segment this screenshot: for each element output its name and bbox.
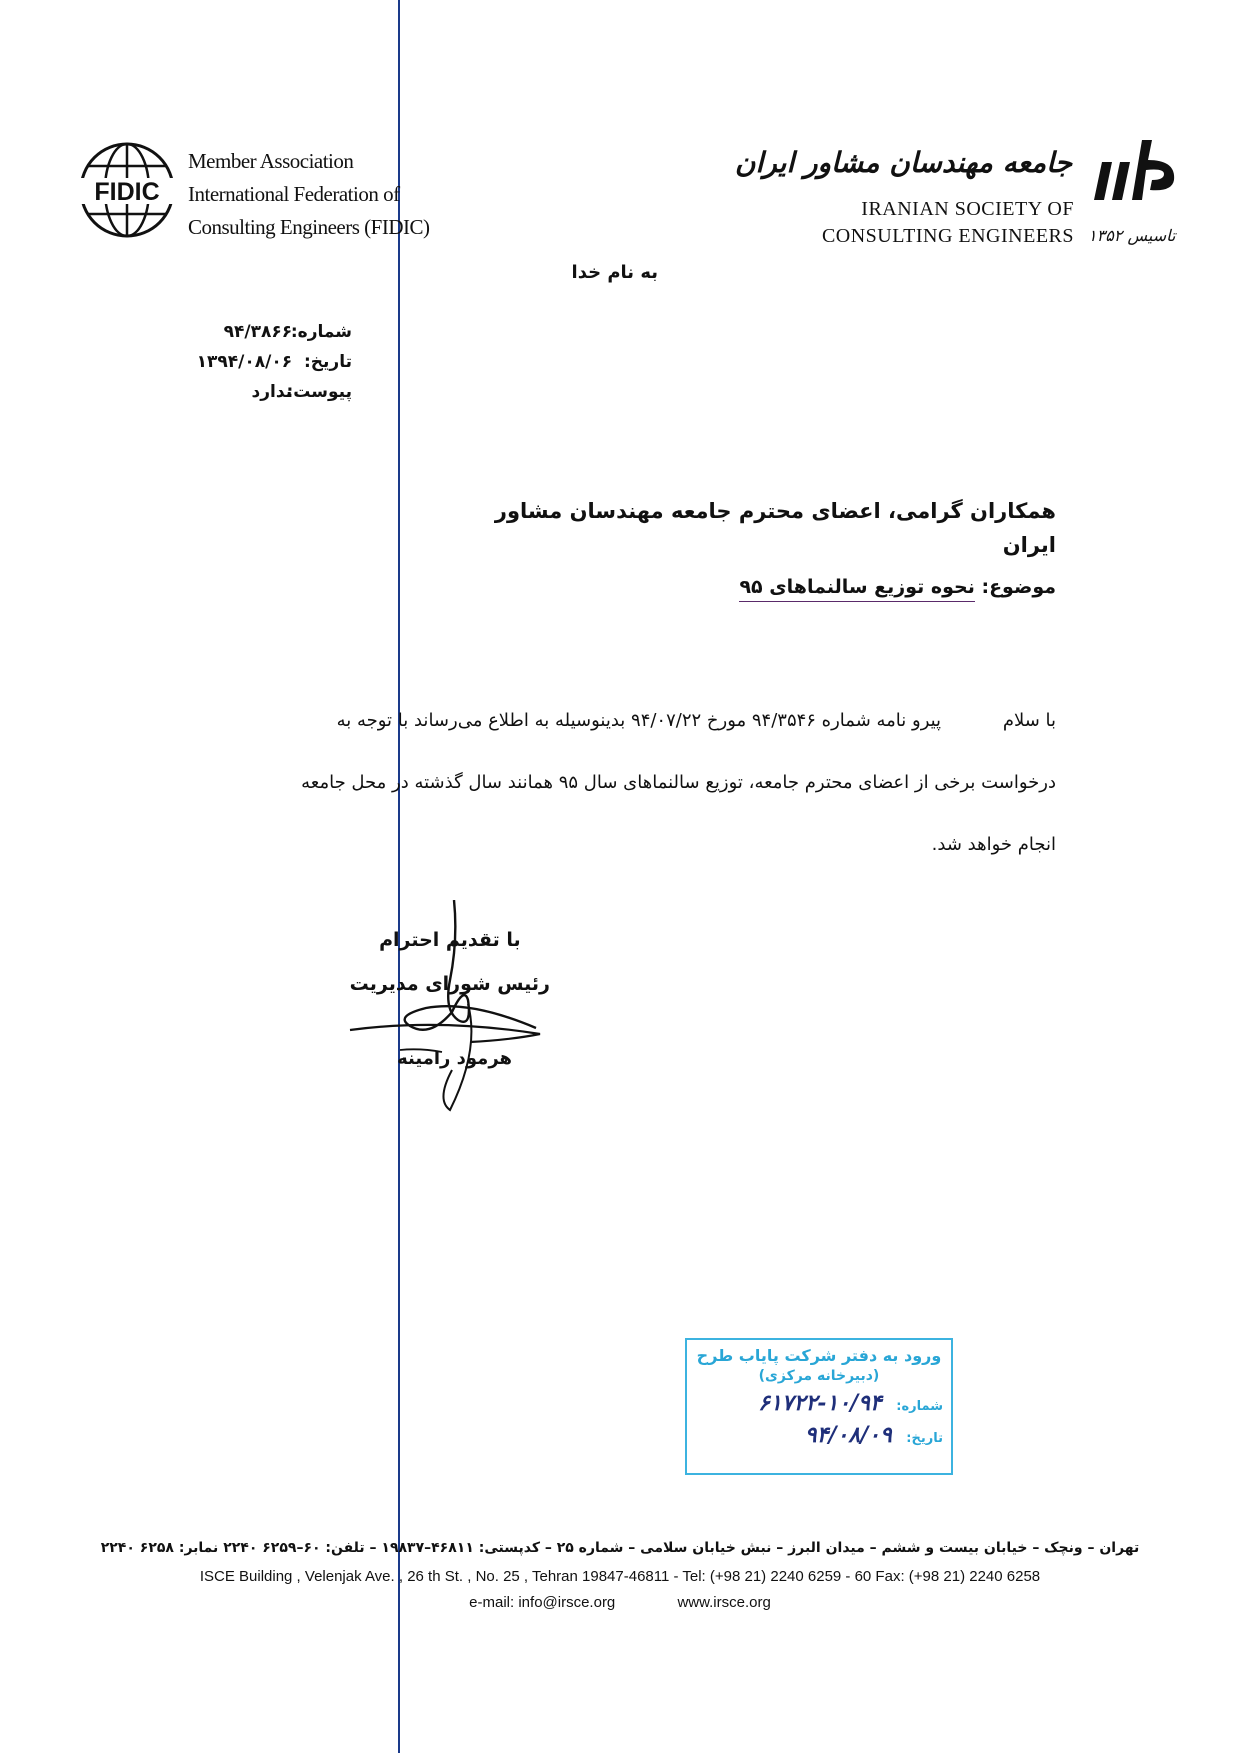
fidic-line-2: International Federation of (188, 182, 400, 206)
footer-address-english: ISCE Building , Velenjak Ave. , 26 th St. , No. 25 , Tehran 19847-46811 - Tel: (+98 21) 2240 6259 - 60 Fax: (+98 21) 2240 6258 (199, 1568, 1041, 1585)
fidic-line-1: Member Association (188, 149, 354, 173)
isce-name-persian: جامعه مهندسان مشاور ایران (734, 146, 1072, 179)
handwritten-signature (340, 900, 580, 1120)
isce-name-line-1: IRANIAN SOCIETY OF (861, 198, 1074, 220)
fidic-line-3: Consulting Engineers (FIDIC) (188, 215, 430, 239)
fidic-membership-text (188, 145, 429, 244)
fidic-globe-logo (75, 140, 180, 240)
body-line-3: انجام خواهد شد. (931, 834, 1056, 855)
letter-number-value: ۹۴/۳۸۶۶ (223, 322, 293, 342)
letter-number-label: شماره: (290, 322, 352, 342)
scan-line (398, 0, 400, 1753)
stamp-date-label: تاریخ: (906, 1431, 943, 1446)
subject-label: موضوع: (981, 576, 1056, 598)
body-salutation: با سلام (1002, 710, 1056, 731)
invocation: به نام خدا (571, 262, 658, 283)
body-line-1: پیرو نامه شماره ۹۴/۳۵۴۶ مورخ ۹۴/۰۷/۲۲ بدینوسیله به اطلاع می‌رساند با توجه به (336, 710, 942, 731)
isce-name-english (822, 196, 1074, 250)
closing-respect: با تقدیم احترام (379, 929, 521, 951)
footer-website: www.irsce.org (677, 1594, 771, 1611)
letter-meta (197, 317, 352, 407)
letter-subject (739, 576, 1056, 598)
footer-address-persian: تهران – ونچک – خیابان بیست و ششم – میدان البرز – نبش خیابان سلامی – شماره ۲۵ – کدپستی: ۴۶۸۱۱–۱۹۸۳۷ – تلفن: ۶۰–۶۲۵۹ ۲۲۴۰ نمابر: ۶۲۵۸ ۲۲۴۰ (100, 1540, 1140, 1556)
footer-email: e-mail: info@irsce.org (469, 1594, 616, 1611)
letter-body (176, 690, 1056, 876)
letter-date-value: ۱۳۹۴/۰۸/۰۶ (196, 352, 293, 372)
stamp-number-value: ۱۰/۹۴-۶۱۷۲۲ (758, 1390, 882, 1416)
stamp-date-value: ۹۴/۰۸/۰۹ (804, 1422, 892, 1448)
received-stamp (685, 1338, 953, 1475)
letter-attachment-label: پیوست: (286, 382, 352, 402)
body-line-2: درخواست برخی از اعضای محترم جامعه، توزیع سالنماهای سال ۹۵ همانند سال گذشته در محل جامعه (301, 772, 1056, 793)
stamp-number-row (695, 1390, 943, 1416)
subject-value: نحوه توزیع سالنماهای ۹۵ (739, 576, 974, 602)
isce-logo (1090, 130, 1180, 210)
stamp-company-line: ورود به دفتر شرکت پایاب طرح (696, 1346, 942, 1365)
body-paragraph-line-1 (176, 690, 1056, 752)
signer-name: هرمود رامینه (397, 1048, 512, 1069)
letter-attachment-row (197, 377, 352, 407)
letter-attachment-value: ندارد (251, 382, 293, 402)
letter-date-row (197, 347, 352, 377)
closing-title: رئیس شورای مدیریت (349, 973, 550, 995)
isce-established-year: تاسیس ۱۳۵۲ (1088, 226, 1176, 245)
letter-date-label: تاریخ: (304, 352, 352, 372)
isce-name-line-2: CONSULTING ENGINEERS (821, 225, 1074, 247)
stamp-department-line: (دبیرخانه مرکزی) (758, 1368, 880, 1384)
svg-text:FIDIC: FIDIC (94, 178, 160, 206)
letter-greeting: همکاران گرامی، اعضای محترم جامعه مهندسان مشاور ایران (494, 499, 1056, 557)
footer-contact (70, 1594, 1170, 1611)
stamp-number-label: شماره: (896, 1399, 943, 1414)
stamp-date-row (695, 1422, 943, 1448)
letter-number-row (197, 317, 352, 347)
